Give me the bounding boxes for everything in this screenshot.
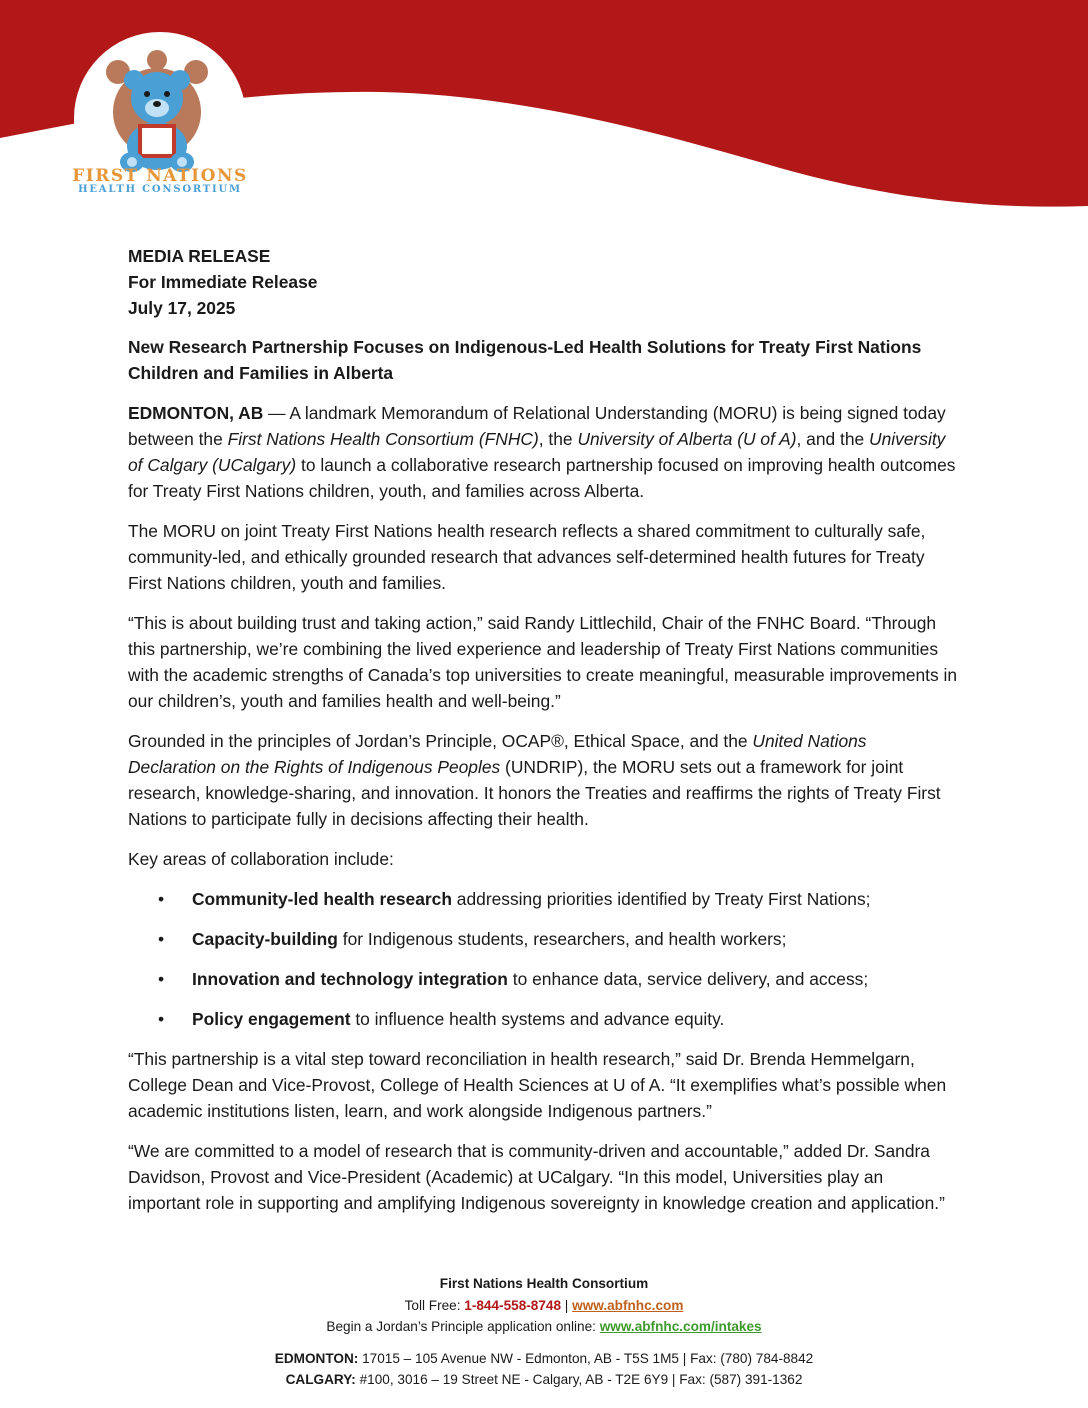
footer-separator: | <box>561 1297 573 1313</box>
list-item <box>128 1006 958 1032</box>
headline: New Research Partnership Focuses on Indigenous-Led Health Solutions for Treaty First Nations Children and Families in Alberta <box>128 337 922 383</box>
edmonton-address: 17015 – 105 Avenue NW - Edmonton, AB - T5S 1M5 | Fax: (780) 784-8842 <box>358 1350 814 1366</box>
fnhc-name: First Nations Health Consortium (FNHC) <box>227 429 539 449</box>
paragraph-moru: The MORU on joint Treaty First Nations health research reflects a shared commitment to culturally safe, community-led, and ethically grounded research that advances self-determined health futures for Treaty First Nations children, youth and families. <box>128 521 926 593</box>
principles-text-2: (UNDRIP), the MORU sets out a framework for joint research, knowledge-sharing, and innovation. It honors the Treaties and reaffirms the rights of Treaty First Nations to participate fully in decisions affecting their health. <box>128 757 941 829</box>
ucalgary-name: University of Calgary (UCalgary) <box>128 429 946 475</box>
release-timing: For Immediate Release <box>128 272 318 292</box>
bullet-icon: • <box>158 889 165 909</box>
phone-link[interactable]: 1-844-558-8748 <box>464 1297 562 1313</box>
ualberta-name: University of Alberta (U of A) <box>577 429 797 449</box>
bullet-icon: • <box>158 929 165 949</box>
calgary-label: CALGARY: <box>285 1372 356 1387</box>
dateline: EDMONTON, AB <box>128 403 264 423</box>
paragraph-principles <box>128 728 958 832</box>
media-release-label: MEDIA RELEASE <box>128 246 271 266</box>
list-item <box>128 966 958 992</box>
intro-text-3: , and the <box>796 429 870 449</box>
list-item-bold: Community-led health research <box>192 889 452 909</box>
paragraph-quote-hemmelgarn: “This partnership is a vital step toward reconciliation in health research,” said Dr. Brenda Hemmelgarn, College Dean and Vice-Provost, College of Health Sciences at U of A. “It exemplifies what’s possible when academic institutions listen, learn, and work alongside Indigenous partners.” <box>128 1049 947 1121</box>
principles-text-1: Grounded in the principles of Jordan’s Principle, OCAP®, Ethical Space, and the <box>128 731 753 751</box>
apply-label: Begin a Jordan’s Principle application online: <box>326 1319 600 1334</box>
bullet-icon: • <box>158 969 165 989</box>
footer-org-name: First Nations Health Consortium <box>439 1276 649 1291</box>
paragraph-key-areas: Key areas of collaboration include: <box>128 849 394 869</box>
paragraph-quote-littlechild: “This is about building trust and taking action,” said Randy Littlechild, Chair of the FNHC Board. “Through this partnership, we’re combining the lived experience and leadership of Treaty First Nations communities with the academic strengths of Canada’s top universities to create meaningful, measurable improvements in our children’s, youth and families health and well-being.” <box>128 613 958 711</box>
footer-contact-line <box>0 1295 1088 1317</box>
intro-text-4: to launch a collaborative research partnership focused on improving health outcomes for Treaty First Nations children, youth, and families across Alberta. <box>128 455 956 501</box>
undrip-name: United Nations Declaration on the Rights of Indigenous Peoples <box>128 731 867 777</box>
tollfree-label: Toll Free: <box>404 1297 465 1313</box>
list-item <box>128 886 958 912</box>
logo-title: FIRST NATIONS <box>72 166 248 186</box>
list-item-text: to influence health systems and advance equity. <box>350 1009 725 1029</box>
footer <box>0 1273 1088 1391</box>
list-item-bold: Policy engagement <box>192 1009 351 1029</box>
footer-calgary-address <box>0 1369 1088 1391</box>
intro-text-1: — A landmark Memorandum of Relational Understanding (MORU) is being signed today between the <box>128 403 946 449</box>
list-item-bold: Capacity-building <box>192 929 338 949</box>
list-item <box>128 926 958 952</box>
website-link[interactable]: www.abfnhc.com <box>572 1297 684 1313</box>
release-date: July 17, 2025 <box>128 298 236 318</box>
fnhc-logo <box>72 30 248 200</box>
list-item-text: for Indigenous students, researchers, and health workers; <box>337 929 787 949</box>
footer-intake-line <box>0 1316 1088 1338</box>
intro-text-2: , the <box>538 429 578 449</box>
footer-edmonton-address <box>0 1348 1088 1370</box>
calgary-address: #100, 3016 – 19 Street NE - Calgary, AB - T2E 6Y9 | Fax: (587) 391-1362 <box>355 1372 803 1387</box>
intake-link[interactable]: www.abfnhc.com/intakes <box>599 1319 762 1334</box>
paragraph-quote-davidson: “We are committed to a model of research that is community-driven and accountable,” added Dr. Sandra Davidson, Provost and Vice-President (Academic) at UCalgary. “In this model, Universities play an important role in supporting and amplifying Indigenous sovereignty in knowledge creation and application.” <box>128 1141 945 1213</box>
list-item-bold: Innovation and technology integration <box>192 969 508 989</box>
collaboration-list <box>128 886 958 1032</box>
list-item-text: addressing priorities identified by Treaty First Nations; <box>451 889 871 909</box>
edmonton-label: EDMONTON: <box>274 1350 359 1366</box>
bullet-icon: • <box>158 1009 165 1029</box>
list-item-text: to enhance data, service delivery, and access; <box>507 969 869 989</box>
press-release-body <box>128 243 958 1216</box>
paragraph-intro <box>128 400 958 504</box>
logo-subtitle: HEALTH CONSORTIUM <box>78 184 242 195</box>
